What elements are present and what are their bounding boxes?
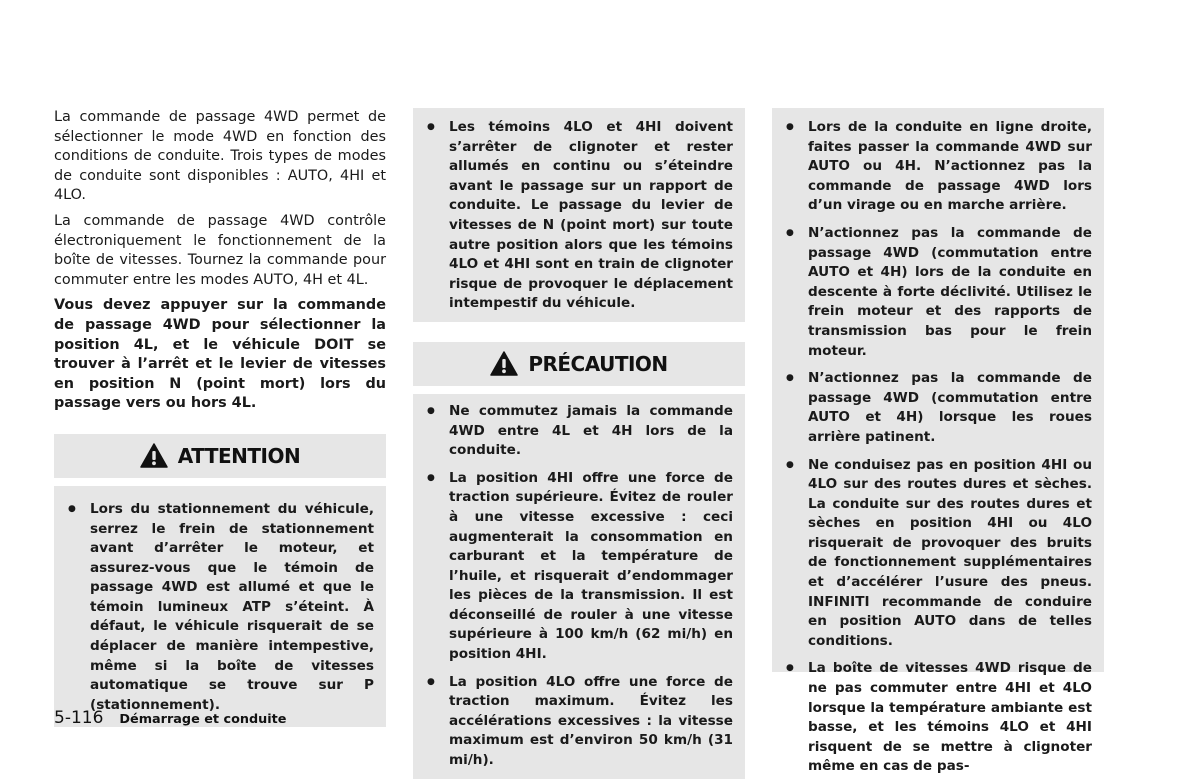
section-title: Démarrage et conduite: [119, 712, 287, 727]
attention-continued: [413, 108, 745, 322]
attention-content: [54, 486, 386, 728]
precaution-content: [413, 394, 745, 779]
precaution-header: [413, 342, 745, 386]
list-item: ● Ne conduisez pas en position 4HI ou 4LO sur des routes dures et sèches. La conduite sur des routes dures et sèches en position 4HI ou 4LO risquerait de provoquer des bruits de fonctionnement supplémentaires et d’accélérer l’usure des pneus. INFINITI recommande de conduire en position AUTO dans de telles conditions.: [782, 456, 1092, 652]
precaution-continued-list: [782, 118, 1092, 777]
control-paragraph: La commande de passage 4WD contrôle électroniquement le fonctionnement de la boîte de vitesses. Tournez la commande pour commuter entre les modes AUTO, 4H et 4L.: [54, 212, 386, 288]
column-left: [54, 108, 386, 727]
list-item: ● Lors de la conduite en ligne droite, faites passer la commande 4WD sur AUTO ou 4H. N’actionnez pas la commande de passage 4WD lors d’un virage ou en marche arrière.: [782, 118, 1092, 216]
warning-icon: [140, 443, 168, 468]
column-right: [772, 108, 1104, 775]
page-number: 5-116: [54, 708, 104, 728]
list-item: ● Lors du stationnement du véhicule, serrez le frein de stationnement avant d’arrêter le moteur, et assurez-vous que le témoin de passage 4WD est allumé et que le témoin lumineux ATP s’éteint. À défaut, le véhicule risquerait de se déplacer de manière intempestive, même si la boîte de vitesses automatique se trouve sur P (stationnement).: [64, 500, 374, 716]
precaution-continued: [772, 108, 1104, 775]
warning-icon: [490, 351, 518, 376]
precaution-list: [423, 402, 733, 771]
page-footer: [54, 708, 286, 728]
attention-list: [64, 500, 374, 716]
list-item: ● N’actionnez pas la commande de passage 4WD (commutation entre AUTO et 4H) lorsque les roues arrière patinent.: [782, 369, 1092, 447]
list-item: ● Les témoins 4LO et 4HI doivent s’arrêter de clignoter et rester allumés en continu ou s’éteindre avant le passage sur un rapport de conduite. Le passage du levier de vitesses de N (point mort) sur toute autre position alors que les témoins 4LO et 4HI sont en train de clignoter risque de provoquer le déplacement intempestif du véhicule.: [423, 118, 733, 314]
attention-box: [54, 434, 386, 478]
attention-title: ATTENTION: [177, 443, 301, 468]
attention-header: [54, 434, 386, 478]
list-item: ● La position 4LO offre une force de traction maximum. Évitez les accélérations excessives : la vitesse maximum est d’environ 50 km/h (31 mi/h).: [423, 673, 733, 771]
attention-continued-list: [423, 118, 733, 314]
list-item: ● Ne commutez jamais la commande 4WD entre 4L et 4H lors de la conduite.: [423, 402, 733, 461]
list-item: ● La boîte de vitesses 4WD risque de ne pas commuter entre 4HI et 4LO lorsque la température ambiante est basse, et les témoins 4LO et 4HI risquent de se mettre à clignoter même en cas de pas-: [782, 659, 1092, 777]
list-item: ● N’actionnez pas la commande de passage 4WD (commutation entre AUTO et 4H) lors de la conduite en descente à forte déclivité. Utilisez le frein moteur et des rapports de transmission bas pour le frein moteur.: [782, 224, 1092, 361]
precaution-title: PRÉCAUTION: [528, 351, 668, 376]
intro-paragraph: La commande de passage 4WD permet de sélectionner le mode 4WD en fonction des conditions de conduite. Trois types de modes de conduite sont disponibles : AUTO, 4HI et 4LO.: [54, 109, 386, 204]
precaution-box: [413, 342, 745, 386]
list-item: ● La position 4HI offre une force de traction supérieure. Évitez de rouler à une vitesse excessive : ceci augmenterait la consommation en carburant et la température de l’huile, et risquerait d’endommager les pièces de la transmission. Il est déconseillé de rouler à une vitesse supérieure à 100 km/h (62 mi/h) en position 4HI.: [423, 469, 733, 665]
important-paragraph: Vous devez appuyer sur la commande de passage 4WD pour sélectionner la position 4L, et le véhicule DOIT se trouver à l’arrêt et le levier de vitesses en position N (point mort) lors du passage vers ou hors 4L.: [54, 297, 386, 412]
column-middle: [413, 108, 745, 779]
